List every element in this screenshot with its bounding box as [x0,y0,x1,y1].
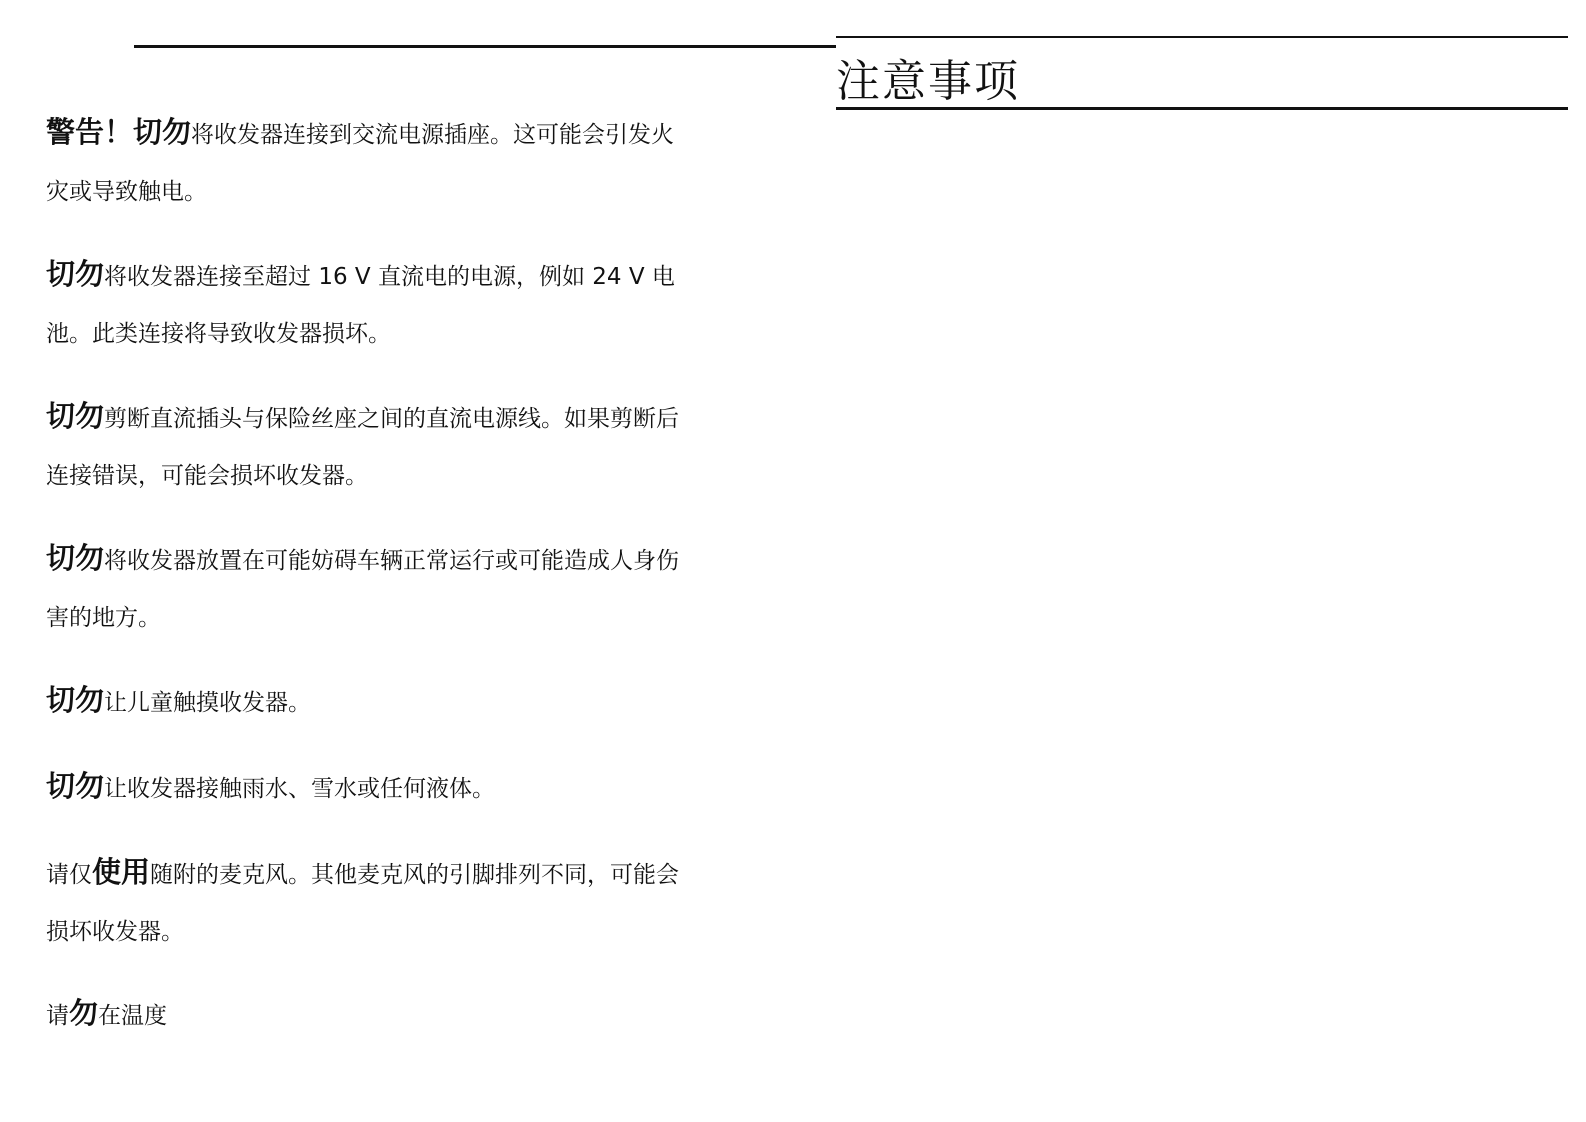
warning-paragraph-voltage [46,246,686,363]
warning-paragraph-ac-power [46,104,686,221]
warning-paragraph-temperature [46,985,686,1045]
emphasis-text: 切勿 [46,541,105,575]
emphasis-text: 切勿 [46,769,105,803]
paragraph-text: 在温度 [98,1003,168,1029]
warning-paragraph-children [46,672,686,732]
paragraph-lead: 请仅 [46,862,92,888]
paragraph-text: 剪断直流插头与保险丝座之间的直流电源线。如果剪断后连接错误，可能会损坏收发器。 [46,406,680,489]
emphasis-text: 切勿 [46,399,105,433]
warning-paragraph-liquids [46,758,686,818]
paragraph-text: 让儿童触摸收发器。 [104,690,312,716]
paragraph-text: 随附的麦克风。其他麦克风的引脚排列不同，可能会损坏收发器。 [46,862,680,945]
header-rule-bottom [836,107,1568,110]
emphasis-text: 使用 [92,855,151,889]
emphasis-text: 切勿 [46,683,105,717]
paragraph-text: 将收发器连接到交流电源插座。这可能会引发火灾或导致触电。 [46,122,675,205]
warning-paragraph-power-cable [46,388,686,505]
warning-paragraph-microphone [46,844,686,961]
paragraph-text: 让收发器接触雨水、雪水或任何液体。 [104,776,496,802]
emphasis-text: 切勿 [46,257,105,291]
paragraph-lead: 请 [46,1003,69,1029]
paragraph-text: 将收发器连接至超过 16 V 直流电的电源，例如 24 V 电池。此类连接将导致收发器损坏。 [46,264,675,347]
section-title: 注意事项 [836,56,1020,107]
emphasis-text: 勿 [69,996,99,1030]
emphasis-text: 警告！切勿 [46,115,192,149]
header-rule-top [836,36,1568,38]
warning-paragraph-placement [46,530,686,647]
header-rule-left [134,45,836,48]
paragraph-text: 将收发器放置在可能妨碍车辆正常运行或可能造成人身伤害的地方。 [46,548,680,631]
